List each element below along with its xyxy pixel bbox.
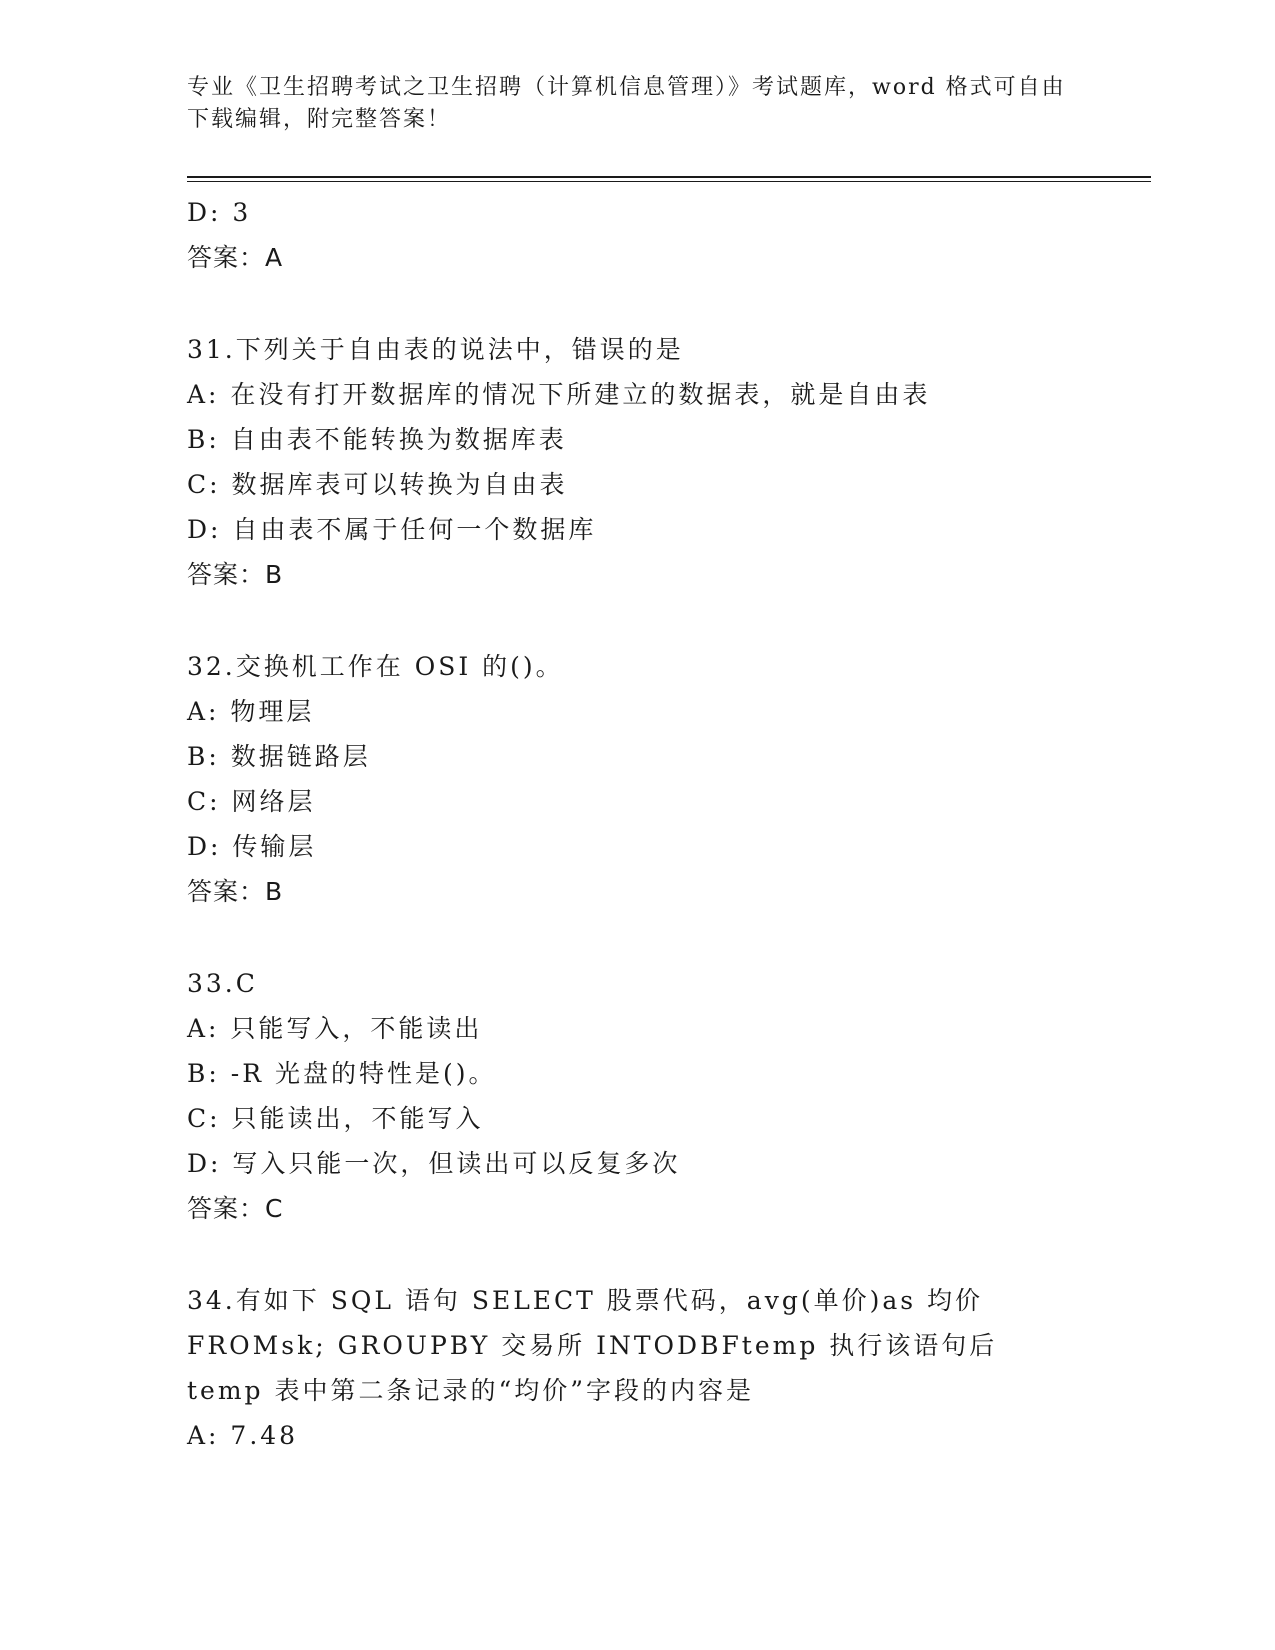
question-32-answer: 答案：B [187,877,284,906]
question-33-option-c: C: 只能读出，不能写入 [187,1104,484,1133]
spacer [187,280,1087,327]
question-32-option-c: C: 网络层 [187,787,316,816]
document-header: 专业《卫生招聘考试之卫生招聘（计算机信息管理）》考试题库，word 格式可自由下载编辑，附完整答案！ [187,75,1066,132]
spacer [187,914,1087,961]
question-32-option-d: D: 传输层 [187,832,317,861]
question-31-answer: 答案：B [187,560,284,589]
spacer [187,597,1087,644]
question-33-option-b: B: -R 光盘的特性是()。 [187,1059,497,1088]
prev-answer: 答案：A [187,243,284,272]
prev-option-d: D: 3 [187,198,252,227]
question-33-stem: 33.C [187,969,258,998]
question-31-option-c: C: 数据库表可以转换为自由表 [187,470,568,499]
question-31-option-d: D: 自由表不属于任何一个数据库 [187,515,597,544]
question-32-option-a: A: 物理层 [187,697,315,726]
spacer [187,1231,1087,1278]
question-31-option-a: A: 在没有打开数据库的情况下所建立的数据表，就是自由表 [187,380,931,409]
question-33-option-a: A: 只能写入，不能读出 [187,1014,483,1043]
question-34-stem: 34.有如下 SQL 语句 SELECT 股票代码，avg(单价)as 均价 FROMsk; GROUPBY 交易所 INTODBFtemp 执行该语句后 temp 表中第二条记录的“均价”字段的内容是 [187,1286,998,1405]
question-33-answer: 答案：C [187,1194,284,1223]
header-rule-thick [187,176,1151,178]
question-34-option-a: A: 7.48 [187,1421,299,1450]
question-33-option-d: D: 写入只能一次，但读出可以反复多次 [187,1149,681,1178]
question-31-option-b: B: 自由表不能转换为数据库表 [187,425,567,454]
question-list [187,190,1087,1458]
question-32-stem: 32.交换机工作在 OSI 的()。 [187,652,564,681]
header-rule-thin [187,181,1151,182]
question-31-stem: 31.下列关于自由表的说法中，错误的是 [187,335,684,364]
question-32-option-b: B: 数据链路层 [187,742,371,771]
